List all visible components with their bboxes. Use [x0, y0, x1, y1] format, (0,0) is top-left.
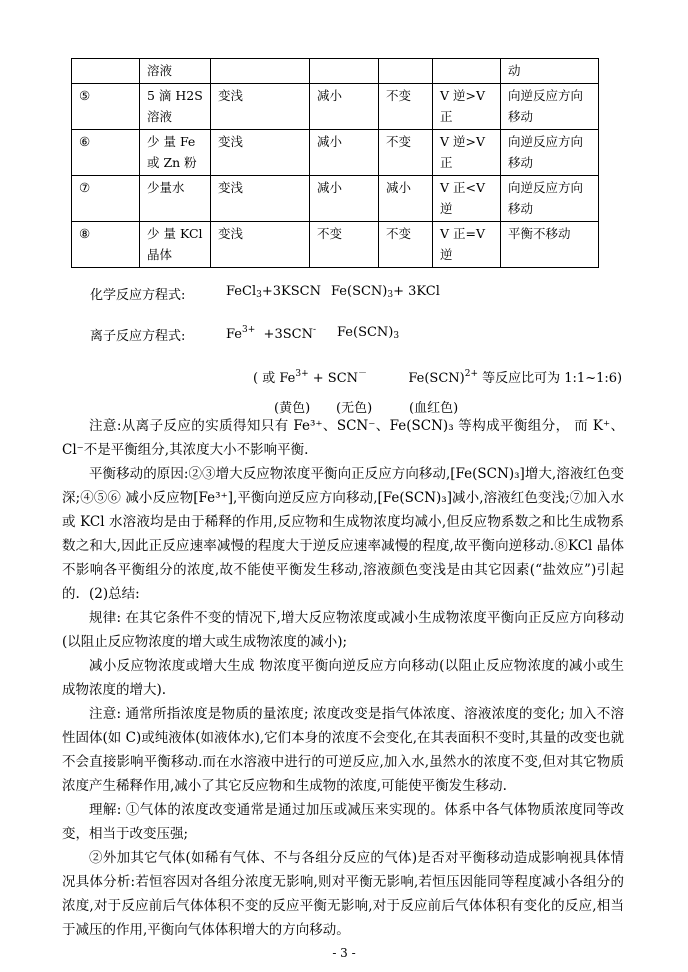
reason-paragraph: 平衡移动的原因:②③增大反应物浓度平衡向正反应方向移动,[Fe(SCN)₃]增大,溶液红色变深;④⑤⑥ 减小反应物[Fe³⁺],平衡向逆反应方向移动,[Fe(SCN)₃]减小,溶液红色变浅;⑦加入水或 KCl 水溶液均是由于稀释的作用,反应物和生成物浓度均减小,但反应物系数之和比生成物系数之和大,因此正反应速率减慢的程度大于逆反应速率减慢的程度,故平衡向逆移动.⑧KCl 晶体不影响各平衡组分的浓度,故不能使平衡发生移动,溶液颜色变浅是由其它因素(“盐效应”)引起的. — [62, 466, 624, 602]
row-number: ⑤ — [72, 84, 140, 130]
note-paragraph: 注意:从离子反应的实质得知只有 Fe³⁺、SCN⁻、Fe(SCN)₃ 等构成平衡组分， 而 K⁺、Cl⁻不是平衡组分,其浓度大小不影响平衡. — [62, 418, 624, 458]
caution-paragraph: 注意: 通常所指浓度是物质的量浓度; 浓度改变是指气体浓度、溶液浓度的变化; 加入不溶性固体(如 C)或纯液体(如液体水),它们本身的浓度不会变化,在其表面积不变时,其量的改变也就不会直接影响平衡移动.而在水溶液中进行的可逆反应,加入水,虽然水的浓度不变,但对其它物质浓度产生稀释作用,减小了其它反应物和生成物的浓度,可能使平衡发生移动. — [62, 706, 624, 794]
ionic-equation-label: 离子反应方程式: — [90, 329, 186, 344]
color-change-cell — [211, 59, 310, 84]
result-cell: 平衡不移动 — [501, 222, 599, 268]
reagent-cell: 少量水 — [140, 176, 211, 222]
row-number: ⑥ — [72, 130, 140, 176]
conc-fe-cell: 减小 — [310, 130, 379, 176]
color-yellow: (黄色) — [274, 401, 311, 416]
color-change-cell: 变浅 — [211, 84, 310, 130]
inert-gas-paragraph: ②外加其它气体(如稀有气体、不与各组分反应的气体)是否对平衡移动造成影响视具体情况具体分析:若恒容因对各组分浓度无影响,则对平衡无影响,若恒压因能同等程度减小各组分的浓度,对于反应前后气体体积不变的反应平衡无影响,对于反应前后气体体积有变化的反应,相当于减压的作用,平衡向气体体积增大的方向移动。 — [62, 850, 624, 938]
color-blood-red: (血红色) — [409, 401, 459, 416]
ionic-equation-right: $Fe(SCN)_3$ — [337, 325, 400, 341]
conc-fe-cell — [310, 59, 379, 84]
color-change-cell: 变浅 — [211, 222, 310, 268]
rule-paragraph: 规律: 在其它条件不变的情况下,增大反应物浓度或减小生成物浓度平衡向正反应方向移动(以阻止反应物浓度的增大或生成物浓度的减小); — [62, 610, 624, 650]
ionic-equation-left: $Fe^{3+} +3SCN^-$ — [226, 325, 316, 342]
understanding-paragraph: 理解: ①气体的浓度改变通常是通过加压或减压来实现的。体系中各气体物质浓度同等改变，相当于改变压强; — [62, 802, 624, 842]
color-change-cell: 变浅 — [211, 176, 310, 222]
result-cell: 向逆反应方向移动 — [501, 84, 599, 130]
chemical-equation-label: 化学反应方程式: — [90, 288, 186, 303]
table-row — [72, 176, 599, 222]
conc-fe-cell: 不变 — [310, 222, 379, 268]
rate-cell: V 正<V 逆 — [433, 176, 501, 222]
row-number: ⑦ — [72, 176, 140, 222]
equilibrium-table — [71, 58, 599, 268]
result-cell: 动 — [501, 59, 599, 84]
conc-fe-cell: 减小 — [310, 84, 379, 130]
conc-other-cell: 减小 — [379, 176, 433, 222]
chemical-equation-left: FeCl$_3$+3KSCN — [226, 284, 321, 300]
summary-heading: (2)总结: — [89, 586, 140, 602]
alt-equation: ( 或 $Fe^{3+} + SCN^-$ Fe(SCN)$^{2+}$ 等反应比可为 1:1~1:6) — [253, 369, 623, 386]
rate-cell: V 逆>V 正 — [433, 130, 501, 176]
conc-other-cell: 不变 — [379, 84, 433, 130]
row-number: ⑧ — [72, 222, 140, 268]
color-colorless: (无色) — [336, 401, 373, 416]
table-row — [72, 84, 599, 130]
result-cell: 向逆反应方向移动 — [501, 176, 599, 222]
rate-cell: V 正=V 逆 — [433, 222, 501, 268]
conc-fe-cell: 减小 — [310, 176, 379, 222]
table-row — [72, 130, 599, 176]
rate-cell — [433, 59, 501, 84]
conc-other-cell: 不变 — [379, 130, 433, 176]
conc-other-cell — [379, 59, 433, 84]
table-row — [72, 59, 599, 84]
color-change-cell: 变浅 — [211, 130, 310, 176]
page-number: - 3 - — [332, 946, 356, 960]
rule-paragraph-2: 减小反应物浓度或增大生成 物浓度平衡向逆反应方向移动(以阻止反应物浓度的减小或生成物浓度的增大). — [62, 658, 624, 698]
rate-cell: V 逆>V 正 — [433, 84, 501, 130]
reagent-cell: 溶液 — [140, 59, 211, 84]
chemical-equation-right: $Fe(SCN)_3+ 3KCl$ — [331, 284, 440, 300]
reagent-cell: 5 滴 H2S 溶液 — [140, 84, 211, 130]
table-row — [72, 222, 599, 268]
result-cell: 向逆反应方向移动 — [501, 130, 599, 176]
reagent-cell: 少 量 Fe 或 Zn 粉 — [140, 130, 211, 176]
conc-other-cell: 不变 — [379, 222, 433, 268]
reagent-cell: 少 量 KCl 晶体 — [140, 222, 211, 268]
row-number — [72, 59, 140, 84]
